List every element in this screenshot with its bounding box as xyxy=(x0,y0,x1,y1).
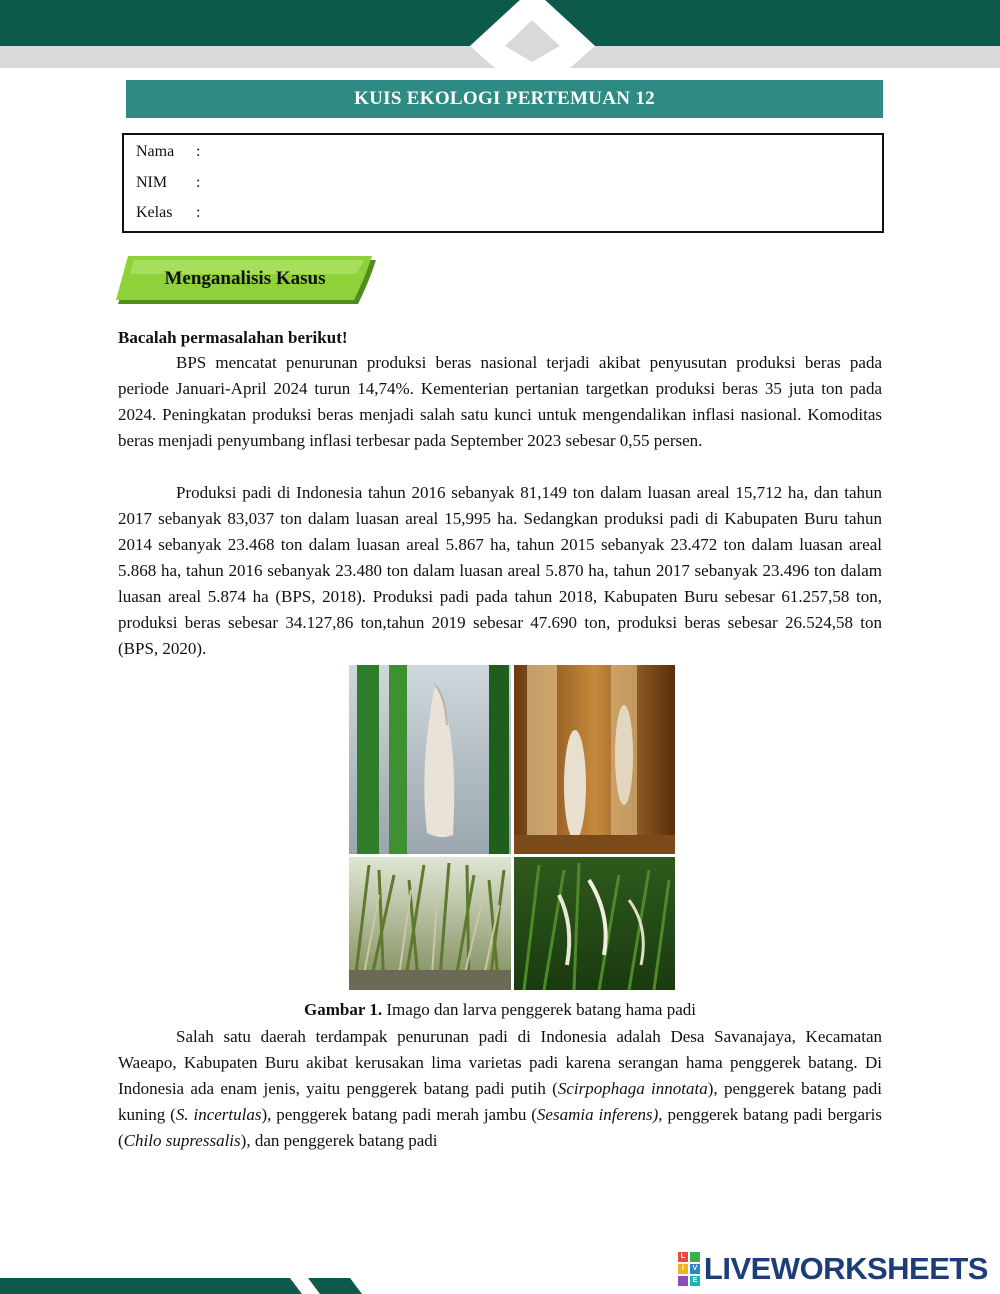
logo-letter-i: I xyxy=(678,1264,688,1274)
section-tab-label: Menganalisis Kasus xyxy=(164,268,326,289)
figure-caption-text: Imago dan larva penggerek batang hama padi xyxy=(382,1000,696,1019)
larva-in-stem-photo xyxy=(514,665,675,854)
logo-letter-e: E xyxy=(690,1276,700,1286)
paragraph-3 xyxy=(118,1024,882,1154)
top-decoration xyxy=(0,0,1000,72)
species-incertulas: S. incertulas xyxy=(175,1105,262,1124)
class-separator: : xyxy=(196,204,201,221)
bottom-decoration xyxy=(0,1272,380,1294)
class-label: Kelas xyxy=(136,204,173,221)
figure-caption xyxy=(118,997,882,1023)
name-row xyxy=(136,143,200,161)
logo-icon xyxy=(678,1252,700,1286)
paragraph-3-part-e: ), dan penggerek batang padi xyxy=(240,1131,438,1150)
species-scirpophaga: Scirpophaga innotata xyxy=(557,1079,708,1098)
liveworksheets-logo[interactable] xyxy=(678,1250,988,1288)
species-sesamia: Sesamia inferens), xyxy=(536,1105,663,1124)
name-separator: : xyxy=(196,143,201,160)
damaged-rice-plants-photo xyxy=(349,857,511,990)
logo-text: LIVEWORKSHEETS xyxy=(703,1251,988,1286)
paragraph-2: Produksi padi di Indonesia tahun 2016 sebanyak 81,149 ton dalam luasan areal 15,712 ha, dan tahun 2017 sebanyak 83,037 ton dalam luasan areal 15,995 ha. Sedangkan produksi padi di Kabupaten Buru tahun 2014 sebanyak 23.468 ton dalam luasan areal 5.867 ha, tahun 2015 sebanyak 23.472 ton dalam luasan areal 5.868 ha, tahun 2016 sebanyak 23.480 ton dalam luasan areal 5.870 ha, tahun 2017 sebanyak 23.496 ton dalam luasan areal 5.874 ha (BPS, 2018). Produksi padi pada tahun 2018, Kabupaten Buru sebesar 61.257,58 ton, produksi beras sebesar 34.127,86 ton,tahun 2019 sebesar 47.690 ton, produksi beras sebesar 26.524,58 ton (BPS, 2020). xyxy=(118,483,882,658)
paragraph-3-part-b: ), penggerek batang padi kuning ( xyxy=(118,1079,882,1124)
nim-separator: : xyxy=(196,174,201,191)
stem-borer-photo-collage xyxy=(349,665,675,990)
nim-label: NIM xyxy=(136,174,168,191)
species-chilo: Chilo supressalis xyxy=(123,1131,241,1150)
reading-instruction: Bacalah permasalahan berikut! xyxy=(118,328,348,347)
paragraph-1: BPS mencatat penurunan produksi beras nasional terjadi akibat penyusutan produksi beras pada periode Januari-April 2024 turun 14,74%. Kementerian pertanian targetkan produksi beras 35 juta ton pada 2024. Peningkatan produksi beras menjadi salah satu kunci untuk mengendalikan inflasi nasional. Komoditas beras menjadi penyumbang inflasi terbesar pada September 2023 sebesar 0,55 persen. xyxy=(118,353,882,450)
name-label: Nama xyxy=(136,143,175,160)
student-identity-box xyxy=(122,133,884,233)
quiz-title: KUIS EKOLOGI PERTEMUAN 12 xyxy=(126,80,883,118)
moth-on-stem-photo xyxy=(349,665,511,854)
class-row xyxy=(136,204,200,222)
nim-row xyxy=(136,174,200,192)
paragraph-3-part-a: Salah satu daerah terdampak penurunan padi di Indonesia adalah Desa Savanajaya, Kecamatan Waeapo, Kabupaten Buru akibat kerusakan lima varietas padi karena serangan hama penggerek batang. Di Indonesia ada enam jenis, yaitu penggerek batang padi putih ( xyxy=(118,1027,882,1098)
logo-letter-l: L xyxy=(678,1252,688,1262)
paragraph-3-part-d: penggerek batang padi bergaris ( xyxy=(118,1105,883,1150)
whitehead-panicles-photo xyxy=(514,857,675,990)
paragraph-3-part-c: ), penggerek batang padi merah jambu ( xyxy=(261,1105,537,1124)
figure-caption-number: Gambar 1. xyxy=(304,1000,383,1019)
logo-letter-v: V xyxy=(690,1264,700,1274)
